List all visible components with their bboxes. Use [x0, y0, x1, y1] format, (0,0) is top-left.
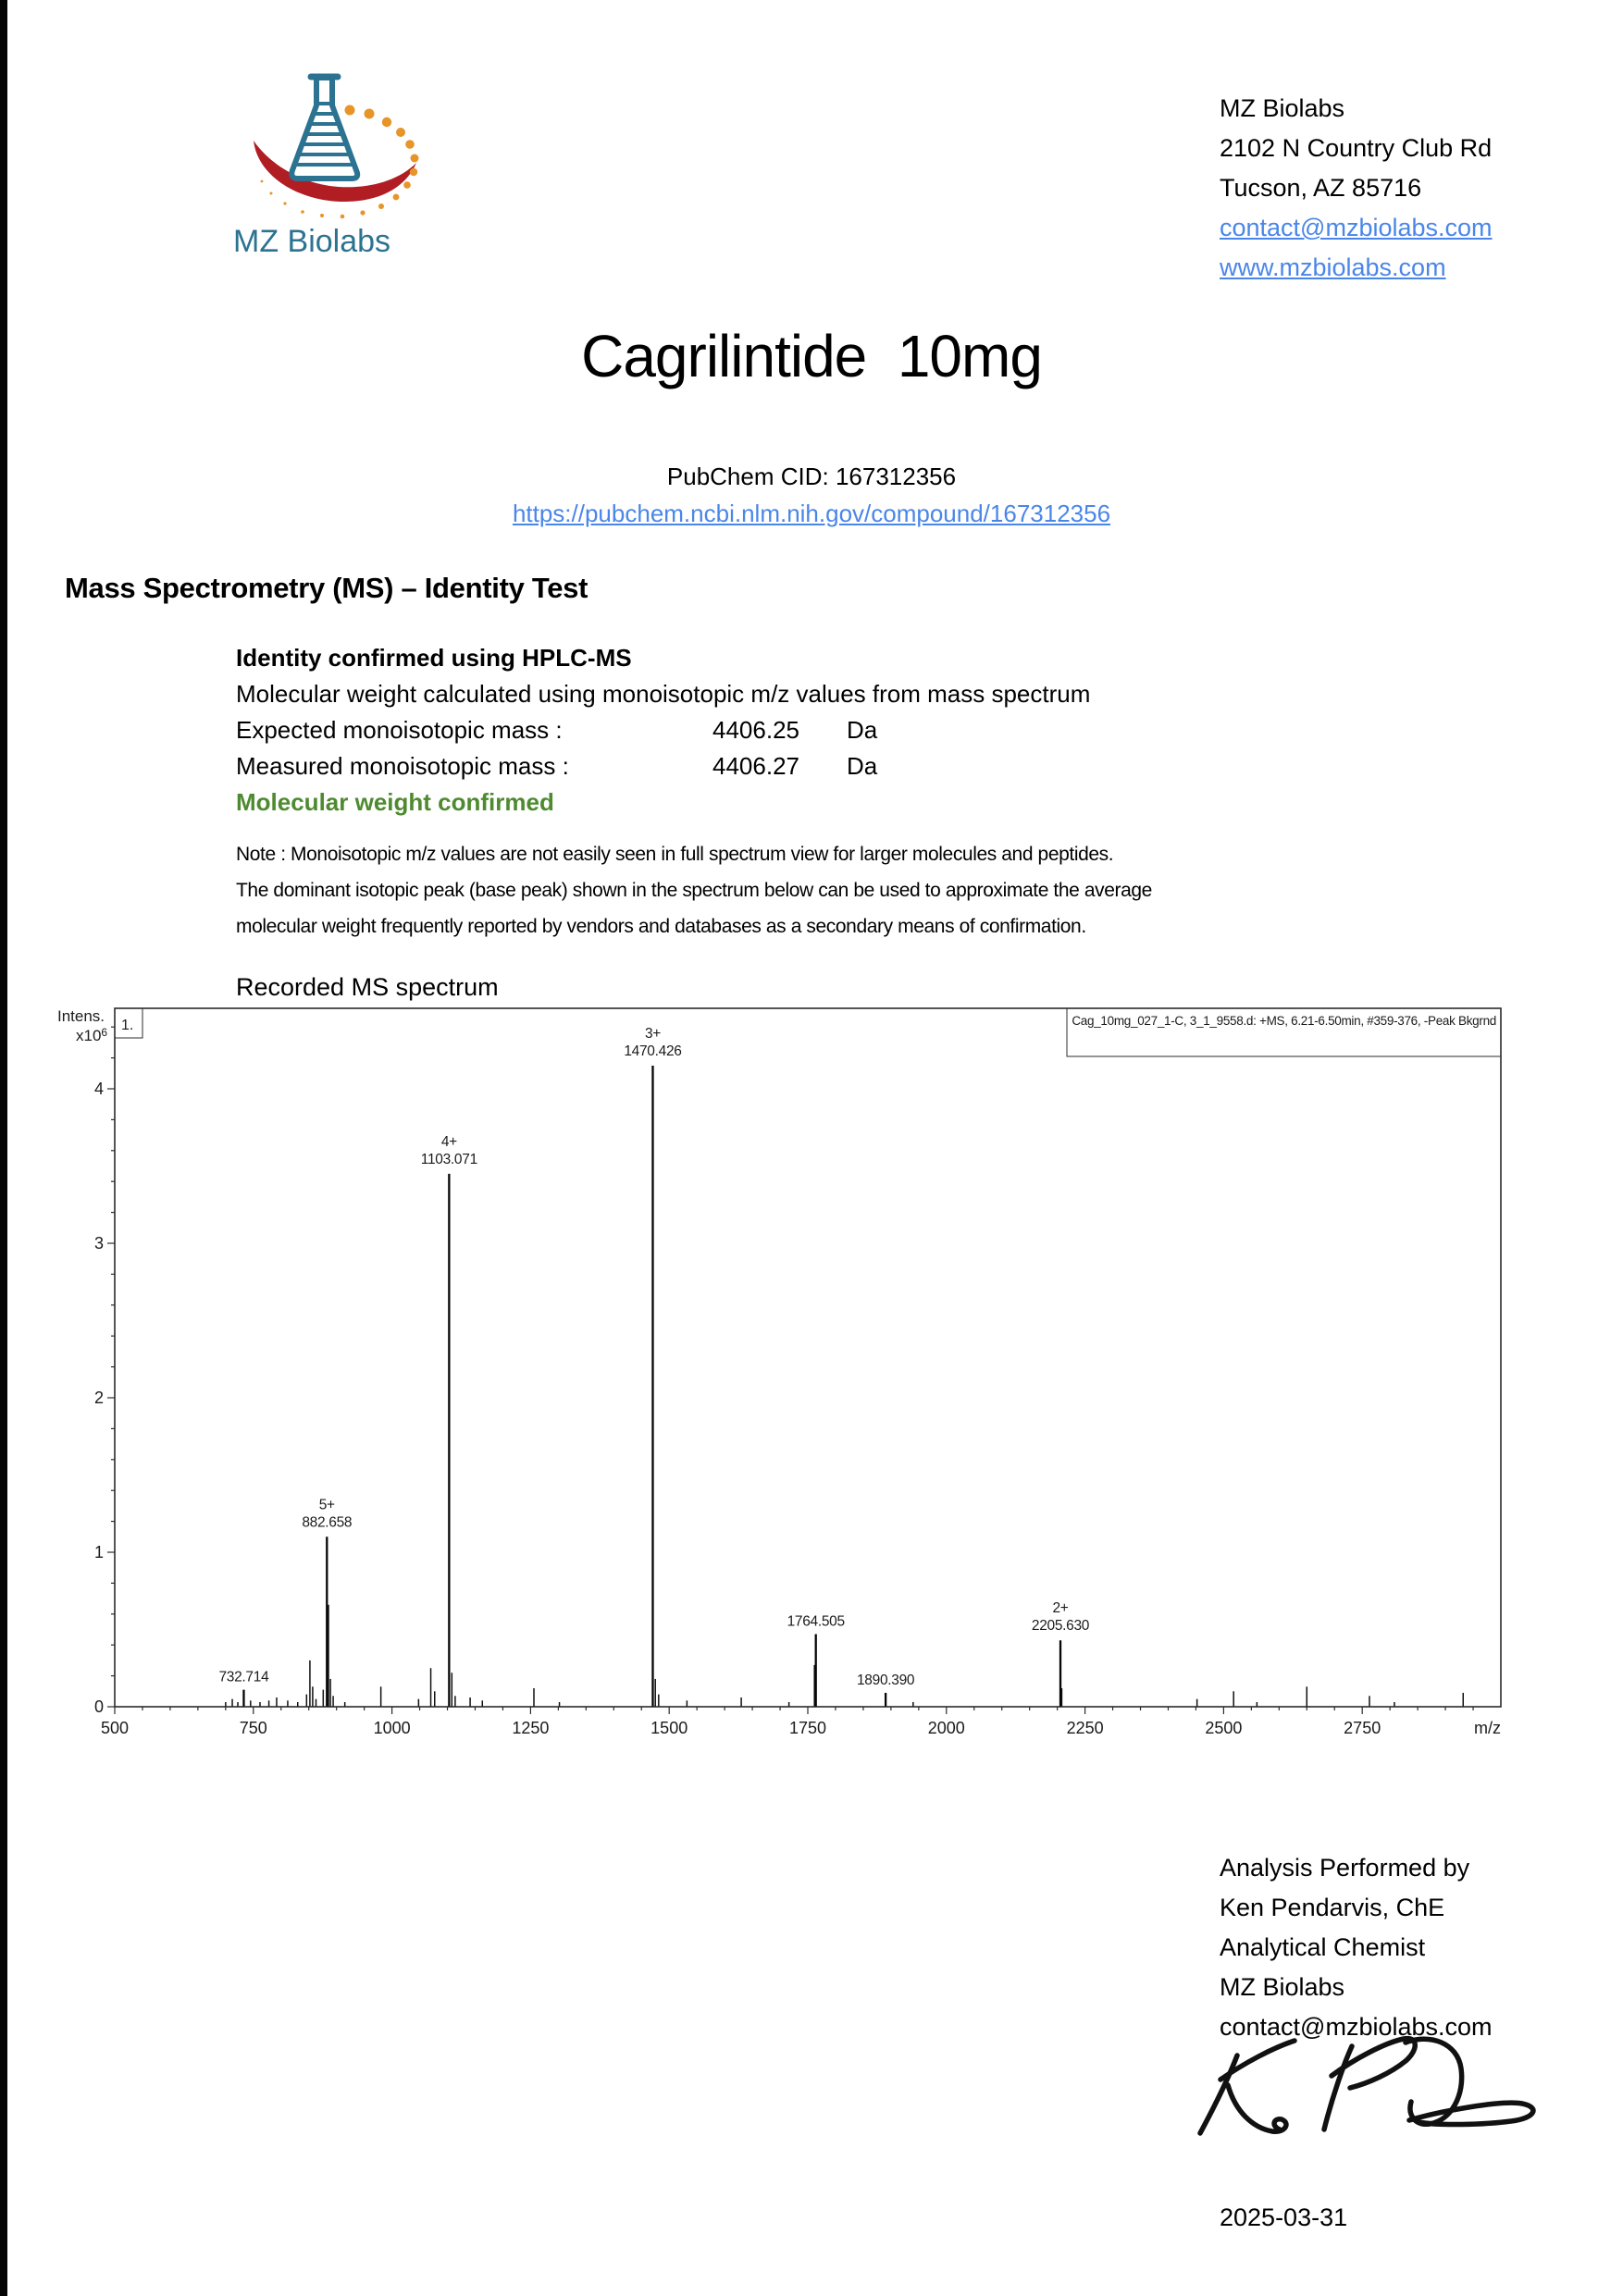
signature-scribble — [1196, 2031, 1548, 2193]
analyst-line: Analysis Performed by — [1220, 1854, 1470, 1882]
peak-mz-label: 732.714 — [218, 1669, 269, 1685]
peak-charge-label: 2+ — [1052, 1600, 1069, 1617]
peak-mz-label: 1470.426 — [624, 1043, 682, 1059]
x-tick-label: 1250 — [512, 1719, 550, 1737]
x-tick-label: 1000 — [373, 1719, 411, 1737]
company-logo — [239, 70, 415, 223]
analyst-block — [1220, 1848, 1493, 2047]
ms-spectrum-chart — [56, 1004, 1522, 1748]
y-tick-label: 2 — [93, 1389, 104, 1407]
address-line: 2102 N Country Club Rd — [1220, 134, 1493, 162]
contact-email-link[interactable]: contact@mzbiolabs.com — [1220, 214, 1493, 241]
x-tick-label: 750 — [239, 1719, 267, 1737]
logo-wordmark: MZ Biolabs — [233, 224, 391, 259]
x-tick-label: 500 — [100, 1719, 130, 1737]
peak-charge-label: 4+ — [440, 1133, 457, 1150]
y-tick-label: 1 — [93, 1543, 104, 1562]
pubchem-cid: PubChem CID: 167312356 — [666, 463, 957, 490]
y-tick-label: 4 — [93, 1080, 104, 1098]
product-title: Cagrilintide 10mg — [581, 323, 1042, 389]
expected-mass-label: Expected monoisotopic mass : — [236, 716, 563, 744]
x-tick-label: 2250 — [1066, 1719, 1104, 1737]
note-line-2: The dominant isotopic peak (base peak) shown in the spectrum below can be used to approximate the average — [236, 880, 1152, 901]
x-axis-label: m/z — [1474, 1719, 1501, 1737]
y-axis-label: Intens. — [57, 1007, 105, 1025]
confirmation-text: Molecular weight confirmed — [236, 788, 554, 816]
expected-mass-unit: Da — [847, 716, 878, 744]
flask-icon — [239, 70, 424, 228]
address-block — [1220, 89, 1493, 288]
y-axis-scale: $x10^6$ — [76, 1026, 108, 1044]
x-tick-label: 2500 — [1205, 1719, 1243, 1737]
measured-mass-row — [236, 752, 1254, 788]
identity-confirmed-line: Identity confirmed using HPLC-MS — [236, 644, 632, 672]
expected-mass-value: 4406.25 — [712, 716, 799, 744]
y-tick-label: 0 — [93, 1697, 104, 1716]
peak-charge-label: 3+ — [644, 1025, 662, 1042]
x-tick-label: 2000 — [927, 1719, 965, 1737]
section-heading: Mass Spectrometry (MS) – Identity Test — [65, 572, 588, 604]
report-date: 2025-03-31 — [1220, 2203, 1348, 2231]
address-line: Tucson, AZ 85716 — [1220, 174, 1422, 202]
pubchem-url-link[interactable]: https://pubchem.ncbi.nlm.nih.gov/compound/167312356 — [512, 500, 1111, 527]
expected-mass-row — [236, 716, 1254, 752]
pane-index: 1. — [121, 1018, 134, 1033]
analyst-line: Ken Pendarvis, ChE — [1220, 1894, 1445, 1921]
measured-mass-label: Measured monoisotopic mass : — [236, 752, 569, 780]
analyst-line: MZ Biolabs — [1220, 1973, 1345, 2001]
method-line: Molecular weight calculated using monoisotopic m/z values from mass spectrum — [236, 680, 1091, 708]
x-tick-label: 1750 — [788, 1719, 827, 1737]
plot-frame — [115, 1008, 1501, 1707]
note-line-1: Note : Monoisotopic m/z values are not easily seen in full spectrum view for larger molecules and peptides. — [236, 844, 1114, 865]
x-tick-label: 2750 — [1344, 1719, 1381, 1737]
peak-mz-label: 882.658 — [302, 1514, 353, 1531]
analyst-line: contact@mzbiolabs.com — [1220, 2013, 1493, 2041]
address-line: MZ Biolabs — [1220, 94, 1345, 122]
peak-mz-label: 1764.505 — [787, 1613, 845, 1630]
spectrum-caption: Recorded MS spectrum — [236, 973, 499, 1001]
website-link[interactable]: www.mzbiolabs.com — [1220, 253, 1446, 281]
analyst-line: Analytical Chemist — [1220, 1933, 1426, 1961]
x-tick-label: 1500 — [650, 1719, 688, 1737]
ms-spectrum-svg — [56, 1004, 1522, 1748]
peak-mz-label: 1103.071 — [420, 1151, 477, 1167]
measured-mass-unit: Da — [847, 752, 878, 780]
y-tick-label: 3 — [93, 1234, 104, 1253]
peak-mz-label: 2205.630 — [1031, 1618, 1090, 1635]
spectrum-annotation: Cag_10mg_027_1-C, 3_1_9558.d: +MS, 6.21-6.50min, #359-376, -Peak Bkgrnd — [1072, 1014, 1496, 1028]
measured-mass-value: 4406.27 — [712, 752, 799, 780]
signature — [1196, 2031, 1548, 2193]
note-line-3: molecular weight frequently reported by vendors and databases as a secondary means of confirmation. — [236, 916, 1086, 937]
peak-mz-label: 1890.390 — [856, 1672, 915, 1688]
peak-charge-label: 5+ — [318, 1497, 335, 1513]
